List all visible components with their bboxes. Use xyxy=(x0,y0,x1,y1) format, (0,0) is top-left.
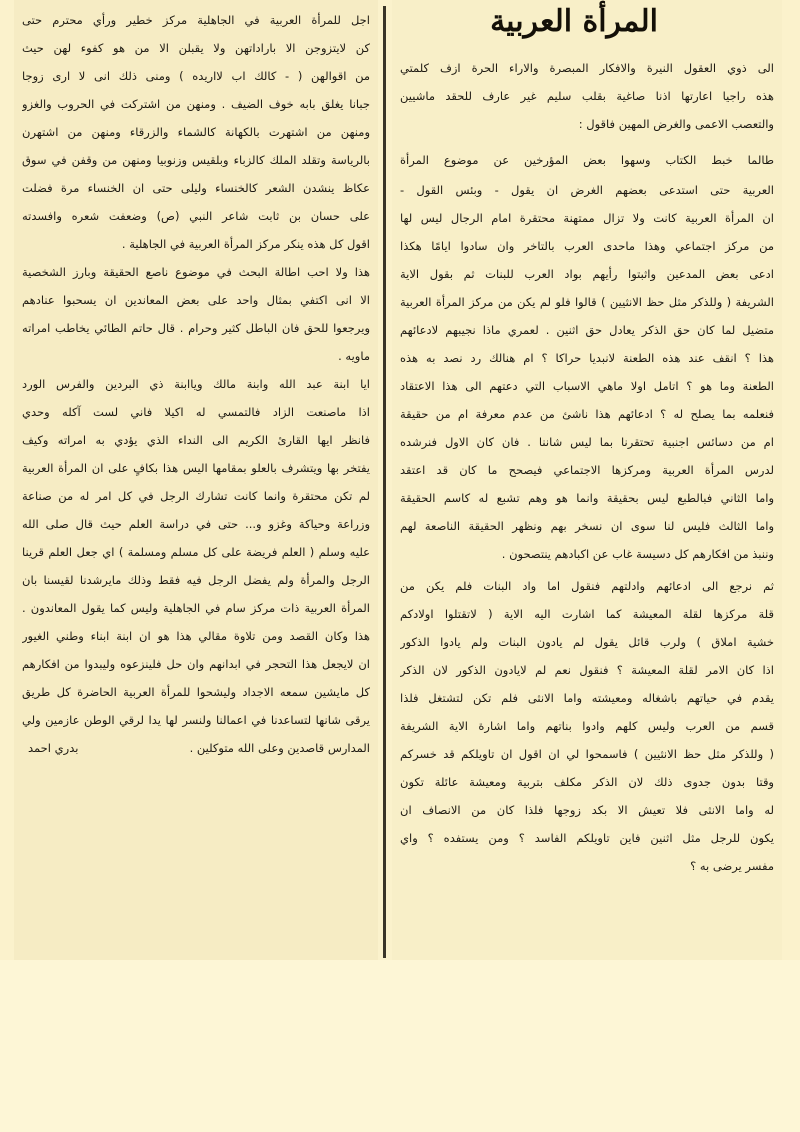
left-line: المدارس قاصدين وعلى الله متوكلين . xyxy=(189,741,370,755)
right-line: الى ذوي العقول النيرة والافكار المبصرة والاراء الحرة ازف كلمتي xyxy=(400,61,774,75)
left-line: ان لايجعل هذا التحجر في ابدانهم وان حل فلينزعوه وليبدوا من افكارهم xyxy=(22,657,370,671)
left-line: عليه وسلم ( العلم فريضة على كل مسلم ومسلمة ) اي جعل العلم قرينا xyxy=(22,545,370,559)
right-line: الطعنة وما هو ؟ اتامل اولا ماهي الاسباب التي دعتهم الى هذا الاعتقاد xyxy=(400,379,774,393)
left-line: فانظر ايها القارئ الكريم الى النداء الذي يؤدي به امراته وكيف xyxy=(22,433,370,447)
left-line: كن لايتزوجن الا باراداتهن ولا يقبلن الا من هو كفوء لهن حيث xyxy=(22,41,370,55)
left-column xyxy=(14,0,378,960)
left-line: ماويه . xyxy=(338,349,370,363)
left-line: هذا ولا احب اطالة البحث في موضوع ناصع الحقيقة وبارز الشخصية xyxy=(22,265,370,279)
right-line: يقدم في حياتهم باشغاله ومعيشته واما الانثى فلم تكن لتشتغل فلذا xyxy=(400,691,774,705)
left-line: الا انى اكتفي بمثال واحد على بعض المعاندين ان يسحبوا عنادهم xyxy=(22,293,370,307)
right-line: طالما خبط الكتاب وسهوا بعض المؤرخين عن موضوع المرأة xyxy=(400,153,774,167)
right-line: وننبذ من افكارهم كل دسيسة غاب عن اكبادهم ينتصحون . xyxy=(501,547,774,561)
right-line: ام من دسائس اجنبية تحتقرنا بما ليس شاننا . فان كان الاول فنرشده xyxy=(400,435,774,449)
right-line: خشية املاق ) ولرب قائل يقول لم يادون البنات ولم يادوا الذكور xyxy=(400,635,774,649)
right-line: فنعلمه بما يصلح له ؟ ادعائهم هذا ناشئ من عدم معرفة ام من حقيقة xyxy=(400,407,774,421)
right-line: من مركز اجتماعي وهذا ماحدى العرب بالتاخر وان سادوا ايامًا هكذا xyxy=(400,239,774,253)
right-line: قلة مركزها لقلة المعيشة كما اشارت اليه الاية ( لاتقتلوا اولادكم xyxy=(400,607,774,621)
left-line: عكاظ ينشدن الشعر كالخنساء وليلى حتى ان الخنساء مرة فضلت xyxy=(22,181,370,195)
right-line: ثم نرجع الى ادعائهم وادلتهم فنقول اما واد البنات فلم يكن من xyxy=(400,579,774,593)
right-line: متضيل لما كان حق الذكر يعادل حق اثنين . لعمري ماذا نجيبهم لادعائهم xyxy=(400,323,774,337)
right-line: واما الثاني فبالطبع ليس بحقيقة وانما هو وهم تشبع له كاسم الحقيقة xyxy=(400,491,774,505)
right-line: والتعصب الاعمى والغرض المهين فاقول : xyxy=(578,117,774,131)
left-line: هذا وكان القصد ومن تلاوة مقالي هذا هو ان ابنة ابناء وطني الغيور xyxy=(22,629,370,643)
right-line: العربية حتى استدعى بعضهم الغرض ان يقول - وبئس القول - xyxy=(400,183,774,197)
left-line: يرقى شانها لتساعدنا في اعمالنا ولنسر لها يدا لرقي الوطن عازمين ولي xyxy=(22,713,370,727)
left-line: كل مايشين سمعه الاجداد وليشحوا للمرأة العربية الحاضرة كل طريق xyxy=(22,685,370,699)
right-line: ادعى بعض المدعين واثبتوا رأيهم بواد العرب للبنات ثم بقول الاية xyxy=(400,267,774,281)
right-line: ( وللذكر مثل حظ الانثيين ) فاسمحوا لي ان اقول ان تاويلكم قد خسركم xyxy=(400,747,774,761)
right-line: قسم من العرب وليس كلهم وادوا بناتهم واما اشارة الاية الشريفة xyxy=(400,719,774,733)
right-line: هذه راجيا اعارتها اذنا صاغية بقلب سليم غير عارف للحقد ماشيين xyxy=(400,89,774,103)
right-line: واما الثالث فليس لنا سوى ان نسخر بهم ونظهر الحقيقة الناصعة لهم xyxy=(400,519,774,533)
left-line: ومنهن من اشتهرت بالكهانة كالشماء والزرقاء ومنهن من اشتهرن xyxy=(22,125,370,139)
left-line: اذا ماصنعت الزاد فالتمسي له اكيلا فاني لست آكله وحدي xyxy=(22,405,370,419)
article-title: المرأة العربية xyxy=(490,4,658,39)
right-line: مفسر يرضى به ؟ xyxy=(690,859,774,873)
right-line: ان المرأة العربية كانت ولا تزال ممتهنة محتقرة امام الرجال ليس لها xyxy=(400,211,774,225)
signature: بدري احمد xyxy=(28,741,79,755)
right-line: هذا ؟ انقف عند هذه الطعنة لانبديا حراكا ؟ ام هنالك رد نصد به هذه xyxy=(400,351,774,365)
left-line: اقول كل هذه ينكر مركز المرأة العربية في الجاهلية . xyxy=(121,237,370,251)
right-line: له واما الانثى فلا تعيش الا بكد زوجها فلذا كان من الانصاف ان xyxy=(400,803,774,817)
right-line: لدرس المرأة العربية ومركزها الاجتماعي فيصحح ما كان قد اعتقد xyxy=(400,463,774,477)
left-line: من اقوالهن ( - كالك اب لااريده ) ومنى ذلك انى لا ارى زوجا xyxy=(22,69,370,83)
left-line: ايا ابنة عبد الله وابنة مالك وياابنة ذي البردين والفرس الورد xyxy=(22,377,370,391)
right-line: يكون للرجل مثل اثنين فاين تاويلكم الفاسد ؟ ومن يستفده ؟ واي xyxy=(400,831,774,845)
left-line: ويرجعوا للحق فان الباطل كثير وحرام . قال حاتم الطائي يخاطب امراته xyxy=(22,321,370,335)
right-line: الشريفة ( وللذكر مثل حظ الانثيين ) قالوا فلو لم يكن من مركز المرأة العربية xyxy=(400,295,774,309)
left-line: لم تكن محتقرة وانما كانت تشارك الرجل في كل امر له من صناعة xyxy=(22,489,370,503)
left-line: الرجل والمرأة ولم يفضل الرجل فيه فقط وذلك مايرشدنا لقيسنا بان xyxy=(22,573,370,587)
left-line: وزراعة وحياكة وغزو و... حتى في دراسة العلم حيث قال صلى الله xyxy=(22,517,370,531)
column-divider xyxy=(383,6,386,958)
left-line: اجل للمرأة العربية في الجاهلية مركز خطير ورأي محترم حتى xyxy=(22,13,370,27)
left-line: على حسان بن ثابت شاعر النبي (ص) وضعفت شعره وافسدته xyxy=(22,209,370,223)
left-line: بالرياسة وتقلد الملك كالزباء وبلقيس وزنوبيا ومنهن من وقفن في سوق xyxy=(22,153,370,167)
right-line: اذا كان الامر لقلة المعيشة ؟ فنقول نعم لم لايادون الذكور لان الذكر xyxy=(400,663,774,677)
right-line: وقتا بدون جدوى ذلك لان الذكر مكلف بتربية ومعيشة عائلة تكون xyxy=(400,775,774,789)
left-line: المرأة العربية ذات مركز سام في الجاهلية وليس كما يقول المعاندون . xyxy=(22,601,370,615)
left-line: جبانا يغلق بابه خوف الضيف . ومنهن من اشتركت في الحروب والغزو xyxy=(22,97,370,111)
left-line: يفتخر بها ويتشرف بالعلو بمقامها اليس هذا بكافٍ على ان المرأة العربية xyxy=(22,461,370,475)
right-column xyxy=(392,0,782,960)
